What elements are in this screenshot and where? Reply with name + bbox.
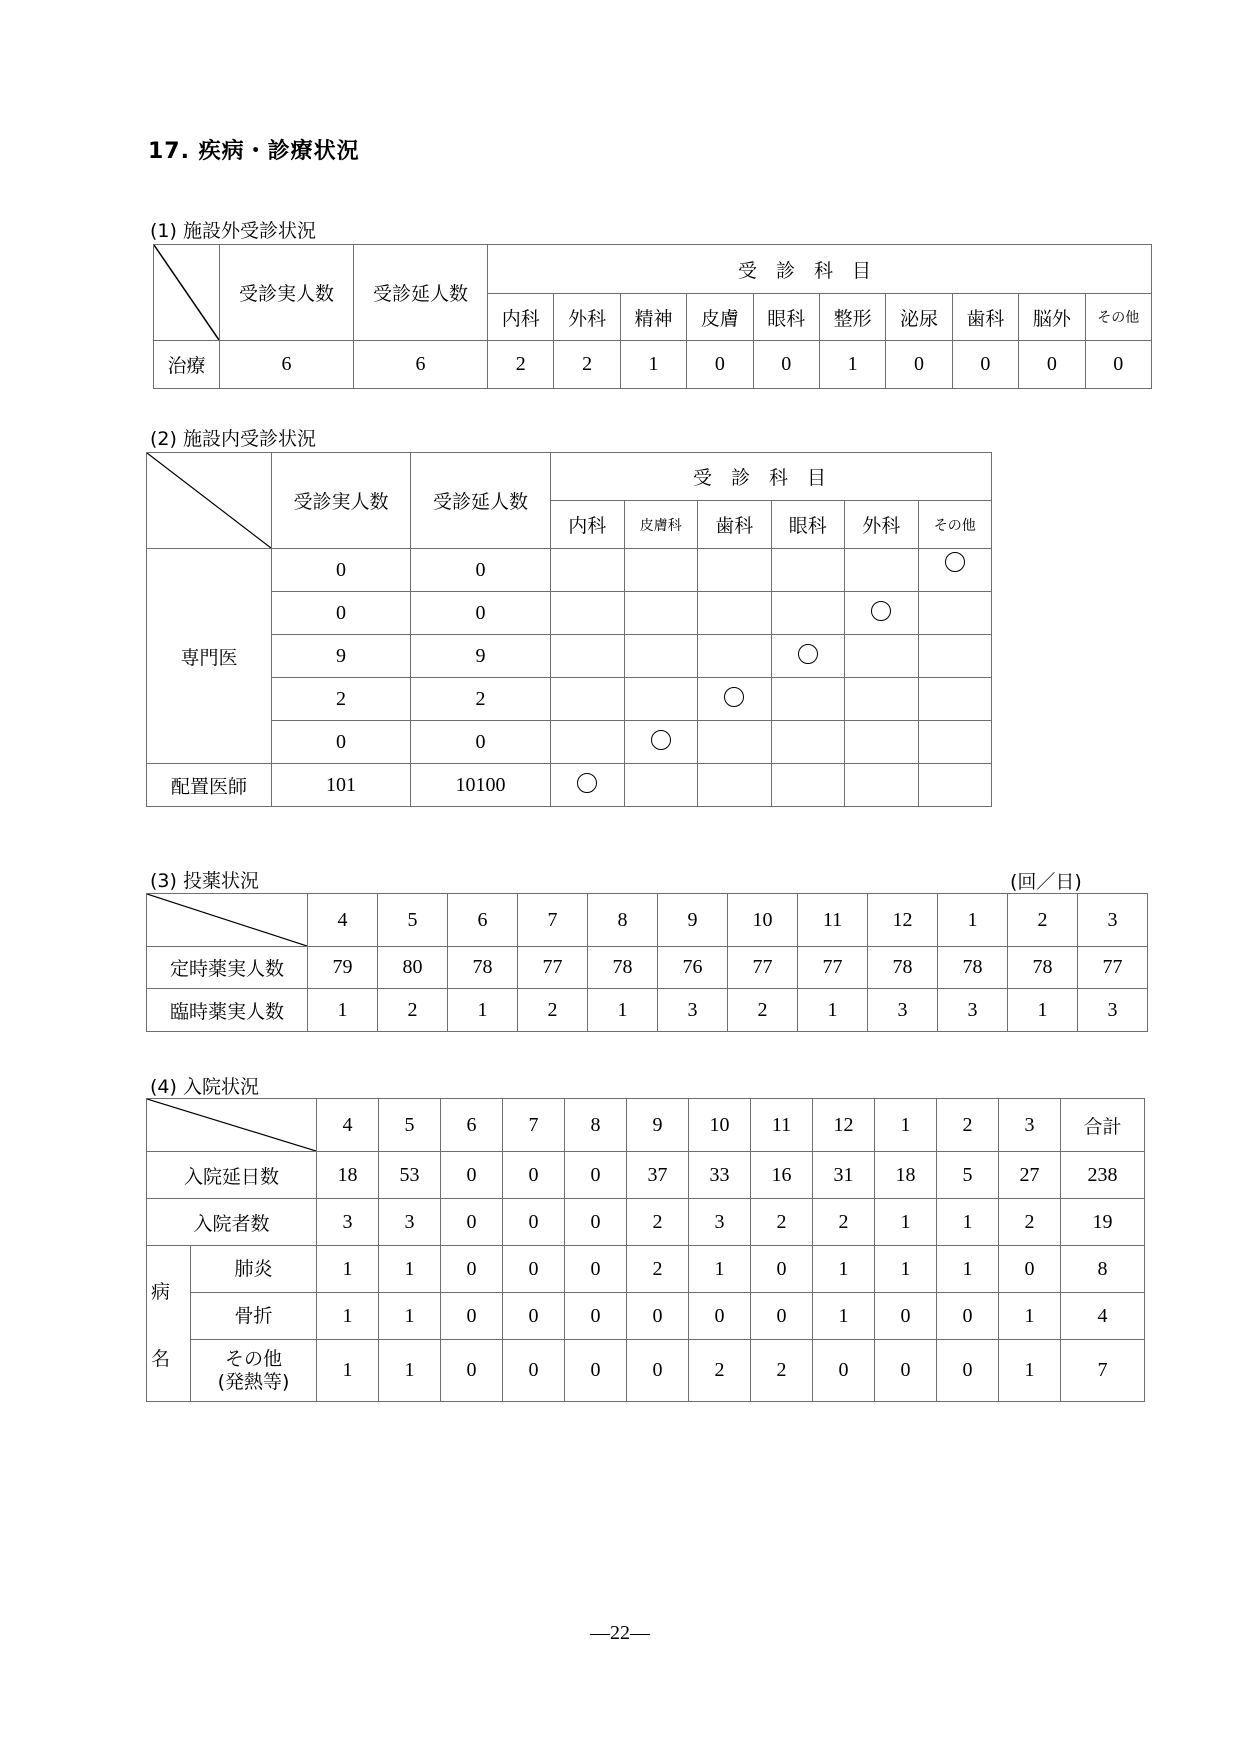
header-total: 受診延人数 (411, 453, 551, 549)
month-value: 1 (798, 989, 868, 1032)
month-value: 1 (689, 1246, 751, 1293)
month-value: 1 (308, 989, 378, 1032)
dept-mark-cell (771, 592, 845, 635)
dept-mark-cell (551, 635, 625, 678)
dept-count: 0 (687, 341, 753, 389)
month-value: 1 (379, 1340, 441, 1402)
disease-name: その他 (224, 1347, 282, 1370)
month-header: 6 (441, 1099, 503, 1152)
month-header: 7 (503, 1099, 565, 1152)
month-value: 0 (503, 1199, 565, 1246)
dept-count: 0 (1085, 341, 1152, 389)
dept-count: 2 (554, 341, 620, 389)
page-title: 17. 疾病・診療状況 (148, 139, 360, 164)
month-value: 1 (937, 1246, 999, 1293)
dept-mark-cell (845, 635, 919, 678)
month-value: 1 (937, 1199, 999, 1246)
diagonal-header-cell (147, 1099, 317, 1152)
group-label: 専門医 (147, 549, 272, 764)
row-total: 7 (1061, 1340, 1145, 1402)
month-value: 2 (751, 1340, 813, 1402)
month-value: 77 (798, 947, 868, 989)
dept-mark-cell (551, 549, 625, 592)
hospitalization-table (146, 1098, 1145, 1402)
month-value: 3 (379, 1199, 441, 1246)
dept-header: 外科 (845, 501, 919, 549)
month-value: 1 (317, 1293, 379, 1340)
medication-table (146, 893, 1148, 1032)
dept-header: 内科 (551, 501, 625, 549)
row-total: 238 (1061, 1152, 1145, 1199)
month-value: 1 (1008, 989, 1078, 1032)
month-value: 0 (627, 1340, 689, 1402)
dept-mark-cell (698, 678, 772, 721)
dept-count: 0 (1019, 341, 1085, 389)
disease-row (147, 1246, 1145, 1293)
month-value: 1 (813, 1246, 875, 1293)
dept-header: 歯科 (698, 501, 772, 549)
dept-count: 2 (488, 341, 554, 389)
header-total: 受診延人数 (354, 245, 488, 341)
month-value: 0 (937, 1340, 999, 1402)
month-value: 2 (728, 989, 798, 1032)
dept-mark-cell (845, 764, 919, 807)
dept-header: 眼科 (771, 501, 845, 549)
disease-label (191, 1340, 317, 1402)
month-value: 0 (503, 1152, 565, 1199)
dept-mark-cell (624, 721, 698, 764)
actual-count: 0 (272, 592, 411, 635)
dept-mark-cell (698, 635, 772, 678)
actual-count: 6 (220, 341, 354, 389)
row-label: 治療 (154, 341, 220, 389)
disease-label (191, 1246, 317, 1293)
total-count: 6 (354, 341, 488, 389)
actual-count: 101 (272, 764, 411, 807)
table-row (147, 635, 992, 678)
month-value: 0 (503, 1246, 565, 1293)
month-value: 77 (1078, 947, 1148, 989)
diagonal-header-cell (154, 245, 220, 341)
dept-mark-cell (845, 592, 919, 635)
month-value: 79 (308, 947, 378, 989)
month-value: 0 (503, 1293, 565, 1340)
month-value: 2 (627, 1246, 689, 1293)
dept-mark-cell (771, 635, 845, 678)
disease-row (147, 1340, 1145, 1402)
month-value: 1 (813, 1293, 875, 1340)
month-value: 2 (751, 1199, 813, 1246)
section4-heading: (4) 入院状況 (150, 1076, 259, 1098)
month-value: 77 (728, 947, 798, 989)
table-row (147, 721, 992, 764)
dept-mark-cell (698, 592, 772, 635)
dept-header: 脳外 (1019, 294, 1085, 341)
row-total: 8 (1061, 1246, 1145, 1293)
month-value: 1 (317, 1246, 379, 1293)
month-header: 10 (728, 894, 798, 947)
circle-mark-icon (651, 730, 671, 750)
total-header: 合計 (1061, 1099, 1145, 1152)
month-value: 33 (689, 1152, 751, 1199)
month-value: 1 (379, 1246, 441, 1293)
dept-mark-cell (624, 635, 698, 678)
dept-header: 外科 (554, 294, 620, 341)
total-count: 0 (411, 592, 551, 635)
month-value: 0 (937, 1293, 999, 1340)
month-value: 37 (627, 1152, 689, 1199)
disease-group-label-top: 病 (151, 1280, 171, 1303)
month-header: 9 (627, 1099, 689, 1152)
month-header: 8 (565, 1099, 627, 1152)
actual-count: 0 (272, 549, 411, 592)
month-value: 2 (813, 1199, 875, 1246)
month-header: 8 (588, 894, 658, 947)
month-value: 0 (751, 1293, 813, 1340)
month-value: 1 (875, 1199, 937, 1246)
month-value: 3 (1078, 989, 1148, 1032)
dept-mark-cell (551, 592, 625, 635)
diagonal-header-cell (147, 453, 272, 549)
actual-count: 0 (272, 721, 411, 764)
month-header: 10 (689, 1099, 751, 1152)
month-header: 5 (379, 1099, 441, 1152)
month-header: 4 (308, 894, 378, 947)
table-row (147, 764, 992, 807)
row-label: 入院延日数 (147, 1152, 317, 1199)
month-value: 0 (565, 1199, 627, 1246)
header-dept-group: 受 診 科 目 (551, 453, 992, 501)
month-header: 3 (999, 1099, 1061, 1152)
table-row (147, 678, 992, 721)
page-number: —22— (590, 1622, 650, 1644)
month-header: 2 (937, 1099, 999, 1152)
month-header: 9 (658, 894, 728, 947)
month-value: 0 (565, 1293, 627, 1340)
month-value: 0 (565, 1246, 627, 1293)
dept-mark-cell (624, 764, 698, 807)
disease-group-label-bottom: 名 (151, 1347, 171, 1370)
disease-note: (発熱等) (217, 1370, 290, 1393)
month-value: 31 (813, 1152, 875, 1199)
dept-mark-cell (771, 764, 845, 807)
month-header: 12 (868, 894, 938, 947)
month-value: 1 (999, 1340, 1061, 1402)
dept-mark-cell (918, 721, 992, 764)
month-value: 1 (588, 989, 658, 1032)
month-value: 1 (875, 1246, 937, 1293)
inpatient-consult-table (146, 452, 992, 807)
table-row (147, 947, 1148, 989)
disease-label (191, 1293, 317, 1340)
section1-heading: (1) 施設外受診状況 (150, 220, 316, 242)
dept-mark-cell (918, 592, 992, 635)
month-value: 0 (441, 1246, 503, 1293)
dept-mark-cell (771, 721, 845, 764)
month-header: 1 (875, 1099, 937, 1152)
section3-heading: (3) 投薬状況 (150, 870, 259, 892)
month-value: 5 (937, 1152, 999, 1199)
dept-header: 皮膚 (687, 294, 753, 341)
dept-mark-cell (698, 549, 772, 592)
dept-mark-cell (551, 721, 625, 764)
month-value: 16 (751, 1152, 813, 1199)
table-row (154, 341, 1152, 389)
dept-count: 0 (753, 341, 819, 389)
table-row (147, 989, 1148, 1032)
month-header: 11 (798, 894, 868, 947)
month-header: 1 (938, 894, 1008, 947)
month-value: 1 (317, 1340, 379, 1402)
unit-label: (回／日) (1010, 871, 1082, 893)
month-value: 1 (448, 989, 518, 1032)
month-value: 2 (999, 1199, 1061, 1246)
section2-heading: (2) 施設内受診状況 (150, 428, 316, 450)
dept-mark-cell (771, 549, 845, 592)
dept-header: 整形 (819, 294, 885, 341)
month-header: 4 (317, 1099, 379, 1152)
dept-mark-cell (845, 678, 919, 721)
month-value: 0 (875, 1293, 937, 1340)
month-value: 0 (565, 1340, 627, 1402)
circle-mark-icon (871, 601, 891, 621)
dept-mark-cell (918, 635, 992, 678)
dept-header: 内科 (488, 294, 554, 341)
dept-mark-cell (918, 549, 992, 592)
total-count: 2 (411, 678, 551, 721)
month-value: 0 (751, 1246, 813, 1293)
dept-header: その他 (918, 501, 992, 549)
disease-name: 骨折 (234, 1304, 273, 1327)
dept-count: 1 (620, 341, 686, 389)
month-header: 7 (518, 894, 588, 947)
header-dept-group: 受 診 科 目 (488, 245, 1152, 294)
row-label: 定時薬実人数 (147, 947, 308, 989)
table-row (147, 1199, 1145, 1246)
month-value: 0 (441, 1340, 503, 1402)
dept-mark-cell (845, 549, 919, 592)
month-header: 5 (378, 894, 448, 947)
outpatient-table (153, 244, 1152, 389)
dept-count: 1 (819, 341, 885, 389)
month-value: 78 (938, 947, 1008, 989)
diagonal-header-cell (147, 894, 308, 947)
month-value: 76 (658, 947, 728, 989)
dept-header: その他 (1085, 294, 1152, 341)
month-header: 12 (813, 1099, 875, 1152)
dept-count: 0 (952, 341, 1018, 389)
month-value: 0 (875, 1340, 937, 1402)
circle-mark-icon (945, 552, 965, 572)
dept-mark-cell (624, 549, 698, 592)
month-value: 0 (565, 1152, 627, 1199)
header-actual: 受診実人数 (220, 245, 354, 341)
total-count: 0 (411, 549, 551, 592)
dept-header: 歯科 (952, 294, 1018, 341)
dept-mark-cell (624, 592, 698, 635)
circle-mark-icon (724, 687, 744, 707)
month-value: 53 (379, 1152, 441, 1199)
month-header: 3 (1078, 894, 1148, 947)
actual-count: 9 (272, 635, 411, 678)
month-value: 1 (379, 1293, 441, 1340)
total-count: 9 (411, 635, 551, 678)
month-value: 77 (518, 947, 588, 989)
month-value: 1 (999, 1293, 1061, 1340)
month-value: 2 (518, 989, 588, 1032)
total-count: 10100 (411, 764, 551, 807)
month-value: 0 (441, 1199, 503, 1246)
table-row (147, 549, 992, 592)
month-value: 3 (868, 989, 938, 1032)
month-value: 80 (378, 947, 448, 989)
disease-group-label (147, 1246, 191, 1402)
month-value: 18 (875, 1152, 937, 1199)
dept-mark-cell (551, 678, 625, 721)
dept-mark-cell (918, 764, 992, 807)
month-value: 27 (999, 1152, 1061, 1199)
month-value: 78 (868, 947, 938, 989)
table-row (147, 1152, 1145, 1199)
dept-mark-cell (698, 764, 772, 807)
row-label: 入院者数 (147, 1199, 317, 1246)
circle-mark-icon (798, 644, 818, 664)
month-value: 0 (441, 1152, 503, 1199)
month-value: 2 (627, 1199, 689, 1246)
disease-name: 肺炎 (234, 1257, 273, 1280)
month-value: 0 (627, 1293, 689, 1340)
month-header: 11 (751, 1099, 813, 1152)
month-value: 0 (813, 1340, 875, 1402)
dept-header: 精神 (620, 294, 686, 341)
dept-mark-cell (698, 721, 772, 764)
month-value: 78 (448, 947, 518, 989)
month-value: 0 (503, 1340, 565, 1402)
actual-count: 2 (272, 678, 411, 721)
dept-mark-cell (918, 678, 992, 721)
dept-header: 泌尿 (886, 294, 952, 341)
dept-count: 0 (886, 341, 952, 389)
month-value: 2 (689, 1340, 751, 1402)
month-header: 6 (448, 894, 518, 947)
month-value: 3 (689, 1199, 751, 1246)
circle-mark-icon (577, 773, 597, 793)
group-label: 配置医師 (147, 764, 272, 807)
row-total: 19 (1061, 1199, 1145, 1246)
month-value: 0 (999, 1246, 1061, 1293)
header-actual: 受診実人数 (272, 453, 411, 549)
dept-header: 眼科 (753, 294, 819, 341)
dept-header: 皮膚科 (624, 501, 698, 549)
month-value: 78 (1008, 947, 1078, 989)
dept-mark-cell (771, 678, 845, 721)
total-count: 0 (411, 721, 551, 764)
row-total: 4 (1061, 1293, 1145, 1340)
month-value: 3 (938, 989, 1008, 1032)
month-value: 0 (441, 1293, 503, 1340)
row-label: 臨時薬実人数 (147, 989, 308, 1032)
month-value: 78 (588, 947, 658, 989)
month-value: 18 (317, 1152, 379, 1199)
dept-mark-cell (551, 764, 625, 807)
month-value: 3 (658, 989, 728, 1032)
month-header: 2 (1008, 894, 1078, 947)
dept-mark-cell (845, 721, 919, 764)
month-value: 2 (378, 989, 448, 1032)
dept-mark-cell (624, 678, 698, 721)
month-value: 3 (317, 1199, 379, 1246)
disease-row (147, 1293, 1145, 1340)
table-row (147, 592, 992, 635)
month-value: 0 (689, 1293, 751, 1340)
